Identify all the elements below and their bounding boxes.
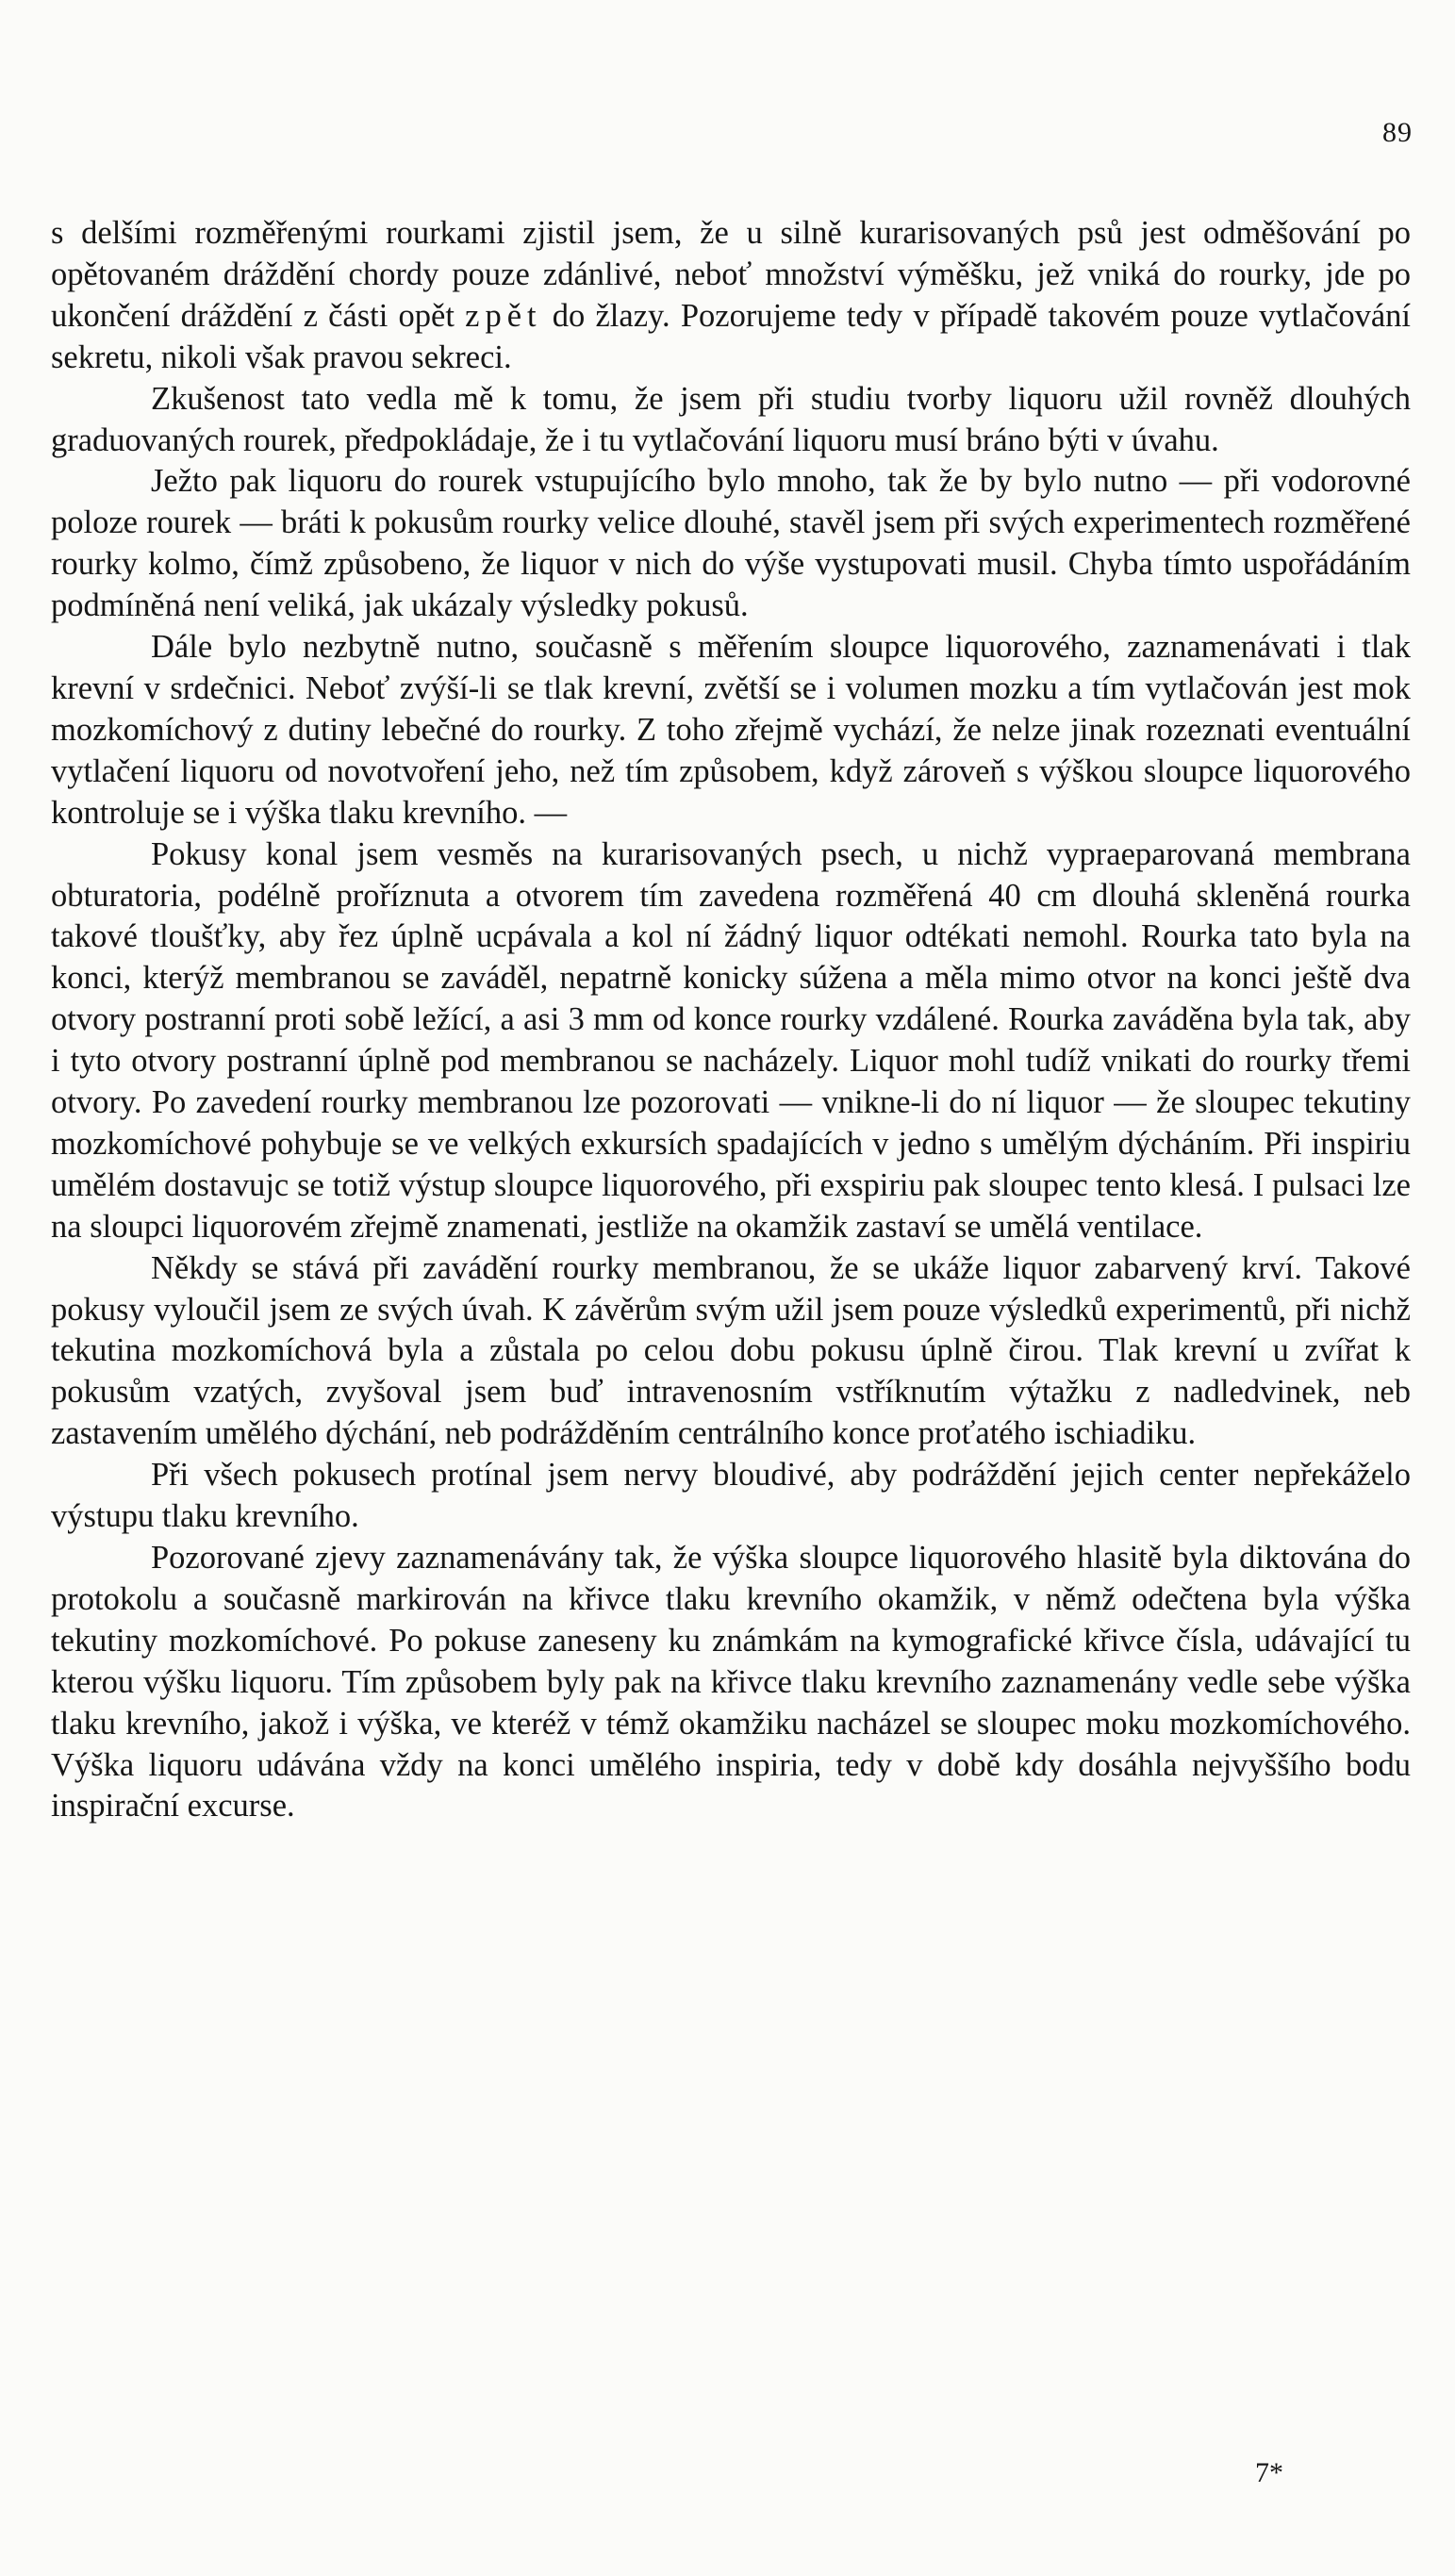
- paragraph-5: Pokusy konal jsem vesměs na kurarisovaných psech, u nichž vypraeparovaná membrana obturatoria, podélně proříznuta a otvorem tím zavedena rozměřená 40 cm dlouhá skleněná rourka takové tloušťky, aby řez úplně ucpávala a kol ní žádný liquor odtékati nemohl. Rourka tato byla na konci, kterýž membranou se zaváděl, nepatrně konicky súžena a měla mimo otvor na konci ještě dva otvory postranní proti sobě ležící, a asi 3 mm od konce rourky vzdálené. Rourka zaváděna byla tak, aby i tyto otvory postranní úplně pod membranou se nacházely. Liquor mohl tudíž vnikati do rourky třemi otvory. Po zavedení rourky membranou lze pozorovati — vnikne-li do ní liquor — že sloupec tekutiny mozkomíchové pohybuje se ve velkých exkursích spadajících v jedno s umělým dýcháním. Při inspiriu umělém dostavujc se totiž výstup sloupce liquorového, při exspiriu pak sloupec tento klesá. I pulsaci lze na sloupci liquorovém zřejmě znamenati, jestliže na okamžik zastaví se umělá ventilace.: [51, 835, 1411, 1245]
- paragraph-3: Ježto pak liquoru do rourek vstupujícího bylo mnoho, tak že by bylo nutno — při vodorovné poloze rourek — bráti k pokusům rourky velice dlouhé, stavěl jsem při svých experimentech rozměřené rourky kolmo, čímž způsobeno, že liquor v nich do výše vystupovati musil. Chyba tímto uspořádáním podmíněná není veliká, jak ukázaly výsledky pokusů.: [51, 463, 1411, 624]
- body-text: [51, 213, 1411, 1827]
- signature-mark: 7*: [1255, 2457, 1283, 2488]
- paragraph-1-text-end: do žlazy. Pozorujeme tedy v případě takovém pouze vytlačování sekretu, nikoli však pravou sekreci.: [51, 297, 1412, 375]
- paragraph-1: [51, 213, 1411, 379]
- paragraph-4: Dále bylo nezbytně nutno, současně s měřením sloupce liquorového, zaznamenávati i tlak krevní v srdečnici. Neboť zvýší-li se tlak krevní, zvětší se i volumen mozku a tím vytlačován jest mok mozkomíchový z dutiny lebečné do rourky. Z toho zřejmě vychází, že nelze jinak rozeznati eventuální vytlačení liquoru od novotvoření jeho, než tím způsobem, když zároveň s výškou sloupce liquorového kontroluje se i výška tlaku krevního. —: [51, 629, 1411, 831]
- emphasized-word: zpět: [465, 297, 542, 334]
- paragraph-7: Při všech pokusech protínal jsem nervy bloudivé, aby podráždění jejich center nepřekáželo výstupu tlaku krevního.: [51, 1457, 1411, 1535]
- paragraph-1-text: s delšími rozměřenými rourkami zjistil jsem, že u silně kurarisovaných psů jest odměšování po opětovaném dráždění chordy pouze zdánlivé, neboť množství výměšku, jež vniká do rourky, jde po ukončení dráždění z části opět: [51, 215, 1411, 334]
- paragraph-8: Pozorované zjevy zaznamenávány tak, že výška sloupce liquorového hlasitě byla diktována do protokolu a současně markirován na křivce tlaku krevního okamžik, v němž odečtena byla výška tekutiny mozkomíchové. Po pokuse zaneseny ku známkám na kymografické křivce čísla, udávající tu kterou výšku liquoru. Tím způsobem byly pak na křivce tlaku krevního zaznamenány vedle sebe výška tlaku krevního, jakož i výška, ve kteréž v témž okamžiku nacházel se sloupec moku mozkomíchového. Výška liquoru udávána vždy na konci umělého inspiria, tedy v době kdy dosáhla nejvyššího bodu inspirační excurse.: [51, 1540, 1411, 1825]
- paragraph-2: Zkušenost tato vedla mě k tomu, že jsem při studiu tvorby liquoru užil rovněž dlouhých graduovaných rourek, předpokládaje, že i tu vytlačování liquoru musí bráno býti v úvahu.: [51, 380, 1411, 458]
- page-number: 89: [1382, 117, 1413, 148]
- paragraph-6: Někdy se stává při zavádění rourky membranou, že se ukáže liquor zabarvený krví. Takové pokusy vyloučil jsem ze svých úvah. K závěrům svým užil jsem pouze výsledků experimentů, při nichž tekutina mozkomíchová byla a zůstala po celou dobu pokusu úplně čirou. Tlak krevní u zvířat k pokusům vzatých, zvyšoval jsem buď intravenosním vstříknutím výtažku z nadledvinek, neb zastavením umělého dýchání, neb podrážděním centrálního konce proťatého ischiadiku.: [51, 1249, 1411, 1452]
